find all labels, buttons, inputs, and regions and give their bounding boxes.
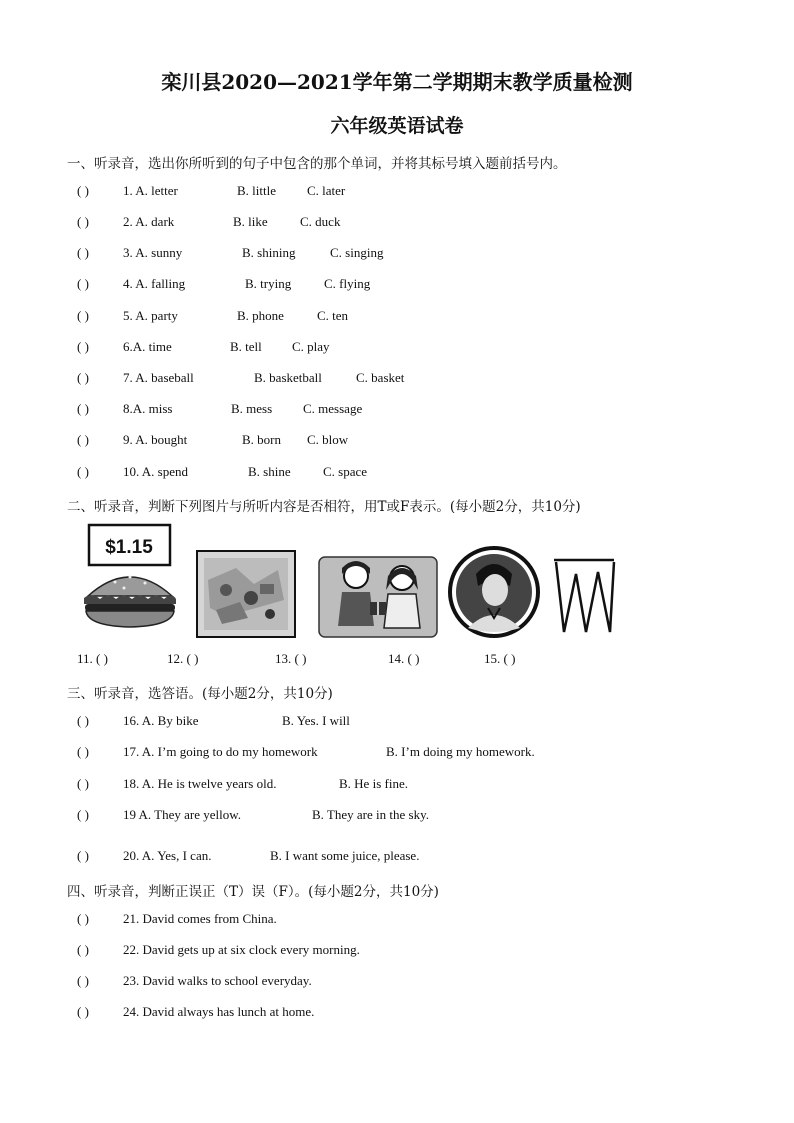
option-c: C. ten bbox=[317, 308, 349, 323]
option-c: C. play bbox=[292, 339, 330, 354]
answer-blank[interactable]: ( ) bbox=[77, 339, 89, 354]
price-tag-text: $1.15 bbox=[105, 537, 153, 558]
option-a: 18. A. He is twelve years old. bbox=[123, 776, 277, 791]
answer-blank[interactable]: ( ) bbox=[77, 183, 89, 198]
option-b: B. He is fine. bbox=[339, 776, 408, 791]
option-c: C. basket bbox=[356, 370, 405, 385]
option-a: 2. A. dark bbox=[123, 214, 175, 229]
answer-blank[interactable]: ( ) bbox=[77, 245, 89, 260]
option-a: 8.A. miss bbox=[123, 401, 173, 416]
answer-blank[interactable]: ( ) bbox=[77, 370, 89, 385]
option-b: B. They are in the sky. bbox=[312, 807, 429, 822]
option-c: C. blow bbox=[307, 432, 349, 447]
option-a: 9. A. bought bbox=[123, 432, 188, 447]
option-c: C. flying bbox=[324, 276, 371, 291]
option-c: C. space bbox=[323, 464, 368, 479]
option-c: C. message bbox=[303, 401, 363, 416]
option-b: B. little bbox=[237, 183, 276, 198]
answer-blank[interactable]: ( ) bbox=[77, 848, 89, 863]
option-b: B. Yes. I will bbox=[282, 713, 350, 728]
picture-answer-14[interactable]: 14. ( ) bbox=[388, 651, 420, 666]
picture-answer-12[interactable]: 12. ( ) bbox=[167, 651, 199, 666]
answer-blank[interactable]: ( ) bbox=[77, 276, 89, 291]
answer-blank[interactable]: ( ) bbox=[77, 807, 89, 822]
option-b: B. phone bbox=[237, 308, 284, 323]
option-c: C. duck bbox=[300, 214, 341, 229]
answer-blank[interactable]: ( ) bbox=[77, 744, 89, 759]
section1-heading: 一、听录音，选出你所听到的句子中包含的那个单词，并将其标号填入题前括号内。 bbox=[67, 156, 567, 172]
answer-blank[interactable]: ( ) bbox=[77, 214, 89, 229]
statement: 23. David walks to school everyday. bbox=[123, 973, 312, 988]
option-a: 5. A. party bbox=[123, 308, 178, 323]
answer-blank[interactable]: ( ) bbox=[77, 973, 89, 988]
burger-image bbox=[80, 522, 180, 634]
option-a: 10. A. spend bbox=[123, 464, 188, 479]
statement: 22. David gets up at six clock every morning. bbox=[123, 942, 360, 957]
option-b: B. mess bbox=[231, 401, 273, 416]
answer-blank[interactable]: ( ) bbox=[77, 432, 89, 447]
section2-heading: 二、听录音，判断下列图片与所听内容是否相符，用T或F表示。(每小题2分，共10分) bbox=[67, 499, 581, 515]
option-b: B. I’m doing my homework. bbox=[386, 744, 535, 759]
option-b: B. born bbox=[242, 432, 281, 447]
statement: 21. David comes from China. bbox=[123, 911, 277, 926]
option-c: C. singing bbox=[330, 245, 384, 260]
section4-heading: 四、听录音，判断正误正（T）误（F）。(每小题2分，共10分) bbox=[67, 884, 439, 900]
option-a: 19 A. They are yellow. bbox=[123, 807, 242, 822]
answer-blank[interactable]: ( ) bbox=[77, 776, 89, 791]
answer-blank[interactable]: ( ) bbox=[77, 401, 89, 416]
option-b: B. tell bbox=[230, 339, 262, 354]
section3-heading: 三、听录音，选答语。(每小题2分，共10分) bbox=[67, 686, 333, 702]
two-girls-image bbox=[318, 556, 438, 638]
option-a: 1. A. letter bbox=[123, 183, 178, 198]
option-b: B. I want some juice, please. bbox=[270, 848, 420, 863]
option-a: 7. A. baseball bbox=[123, 370, 194, 385]
option-b: B. basketball bbox=[254, 370, 322, 385]
answer-blank[interactable]: ( ) bbox=[77, 1004, 89, 1019]
exam-subtitle: 六年级英语试卷 bbox=[330, 115, 464, 137]
option-a: 4. A. falling bbox=[123, 276, 186, 291]
option-a: 17. A. I’m going to do my homework bbox=[123, 744, 318, 759]
answer-blank[interactable]: ( ) bbox=[77, 308, 89, 323]
statement: 24. David always has lunch at home. bbox=[123, 1004, 315, 1019]
picture-answer-11[interactable]: 11. ( ) bbox=[77, 651, 108, 666]
option-a: 20. A. Yes, I can. bbox=[123, 848, 212, 863]
answer-blank[interactable]: ( ) bbox=[77, 911, 89, 926]
option-b: B. trying bbox=[245, 276, 292, 291]
messy-room-image bbox=[196, 550, 296, 638]
exam-title: 栾川县2020—2021学年第二学期期末教学质量检测 bbox=[161, 70, 633, 94]
zigzag-w-image bbox=[552, 558, 616, 636]
answer-blank[interactable]: ( ) bbox=[77, 464, 89, 479]
picture-answer-15[interactable]: 15. ( ) bbox=[484, 651, 516, 666]
option-a: 16. A. By bike bbox=[123, 713, 199, 728]
option-a: 3. A. sunny bbox=[123, 245, 183, 260]
picture-answer-13[interactable]: 13. ( ) bbox=[275, 651, 307, 666]
portrait-image bbox=[448, 546, 540, 638]
option-a: 6.A. time bbox=[123, 339, 172, 354]
option-b: B. shining bbox=[242, 245, 296, 260]
answer-blank[interactable]: ( ) bbox=[77, 942, 89, 957]
answer-blank[interactable]: ( ) bbox=[77, 713, 89, 728]
option-b: B. like bbox=[233, 214, 268, 229]
option-b: B. shine bbox=[248, 464, 291, 479]
option-c: C. later bbox=[307, 183, 346, 198]
picture-row bbox=[80, 522, 620, 642]
